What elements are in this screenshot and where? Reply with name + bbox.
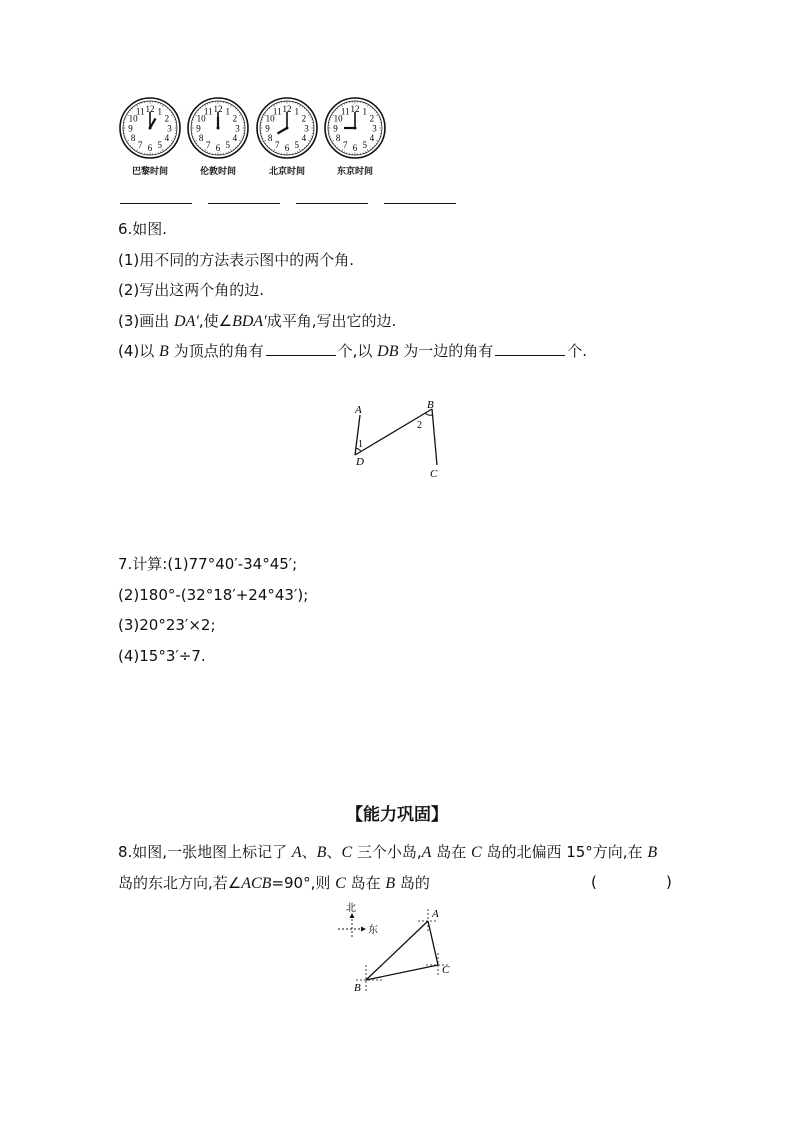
q8-map-figure [330,897,470,999]
clock-numeral: 12 [145,103,155,114]
clock-numeral: 10 [128,113,138,124]
q6-blank-1[interactable] [266,341,336,356]
q8-label-a: A [432,908,439,920]
clock-numeral: 3 [235,123,240,134]
clock-numeral: 10 [196,113,206,124]
clock-numeral: 12 [350,103,360,114]
clock-numeral: 4 [164,133,170,144]
q7-part4: (4)15°3′÷7. [118,647,206,665]
clock-numeral: 9 [265,123,270,134]
section-heading: 【能力巩固】 [346,805,448,825]
clock-numeral: 8 [267,133,273,144]
clock-numeral: 3 [167,123,172,134]
q8-label-b: B [354,982,361,994]
clock-numeral: 9 [196,123,201,134]
clock-numeral: 7 [275,140,280,151]
answer-blank-paris[interactable] [120,203,192,204]
clock-numeral: 9 [333,123,338,134]
clock-numeral: 11 [203,106,213,117]
clock-numeral: 1 [157,106,162,117]
clock-numeral: 7 [206,140,211,151]
q8-answer-paren-close: ) [666,873,672,891]
clock-numeral: 2 [232,113,238,124]
clock-numeral: 8 [198,133,204,144]
clock-numeral: 5 [362,140,367,151]
q8-answer-paren-open: ( [591,873,597,891]
clock-numeral: 9 [128,123,133,134]
q7-part2: (2)180°-(32°18′+24°43′); [118,586,309,604]
clock-numeral: 11 [135,106,145,117]
q7-part1: 7.计算:(1)77°40′-34°45′; [118,555,298,573]
q6-blank-2[interactable] [495,341,565,356]
clocks-figure [112,90,402,165]
clock-label-beijing: 北京时间 [268,167,305,177]
clock-numeral: 10 [265,113,275,124]
clock-numeral: 8 [335,133,341,144]
clock-tokyo [325,98,385,158]
q7-part3: (3)20°23′×2; [118,616,216,634]
q8-line2: 岛的东北方向,若∠ACB=90°,则 C 岛在 B 岛的 [118,874,430,892]
answer-blank-beijing[interactable] [296,203,368,204]
clock-label-paris: 巴黎时间 [131,167,168,177]
clock-numeral: 6 [352,142,358,153]
clock-numeral: 3 [372,123,377,134]
clock-numeral: 6 [284,142,290,153]
clock-numeral: 11 [340,106,350,117]
q6-label-c: C [430,468,438,480]
clock-numeral: 2 [301,113,307,124]
clock-numeral: 12 [282,103,292,114]
clock-numeral: 12 [213,103,223,114]
q6-part4: (4)以 B 为顶点的角有 个,以 DB 为一边的角有 个. [118,342,588,360]
q6-title: 6.如图. [118,220,168,238]
clock-numeral: 7 [343,140,348,151]
clock-paris [120,98,180,158]
clock-label-london: 伦敦时间 [199,167,236,177]
clock-numeral: 4 [369,133,375,144]
q8-north-label: 北 [346,903,356,914]
clock-numeral: 7 [138,140,143,151]
clock-numeral: 5 [225,140,230,151]
answer-blank-london[interactable] [208,203,280,204]
q6-label-d: D [356,456,364,468]
clock-numeral: 1 [225,106,230,117]
q6-angle-1: 1 [358,439,363,450]
q6-part2: (2)写出这两个角的边. [118,281,265,299]
clock-numeral: 4 [232,133,238,144]
q6-label-a: A [355,404,362,416]
q8-line1: 8.如图,一张地图上标记了 A、B、C 三个小岛,A 岛在 C 岛的北偏西 15°方向,在 B [118,843,658,861]
clock-numeral: 1 [294,106,299,117]
q6-part3: (3)画出 DA′,使∠BDA′成平角,写出它的边. [118,312,397,330]
q8-label-c: C [442,964,450,976]
clock-numeral: 2 [369,113,375,124]
clock-label-tokyo: 东京时间 [336,167,373,177]
q6-angle-2: 2 [417,420,422,431]
clock-numeral: 6 [215,142,221,153]
q6-angle-figure [340,395,450,485]
clock-numeral: 5 [294,140,299,151]
clock-numeral: 6 [147,142,153,153]
clock-numeral: 1 [362,106,367,117]
clock-numeral: 5 [157,140,162,151]
clock-numeral: 10 [333,113,343,124]
answer-blank-tokyo[interactable] [384,203,456,204]
clock-numeral: 2 [164,113,170,124]
clock-beijing [257,98,317,158]
clock-numeral: 3 [304,123,309,134]
clock-numeral: 11 [272,106,282,117]
clock-london [188,98,248,158]
clock-numeral: 8 [130,133,136,144]
q6-label-b: B [427,399,434,411]
q8-answer-slot[interactable] [602,873,662,893]
q8-east-label: 东 [368,925,378,936]
q6-part1: (1)用不同的方法表示图中的两个角. [118,251,355,269]
clock-numeral: 4 [301,133,307,144]
